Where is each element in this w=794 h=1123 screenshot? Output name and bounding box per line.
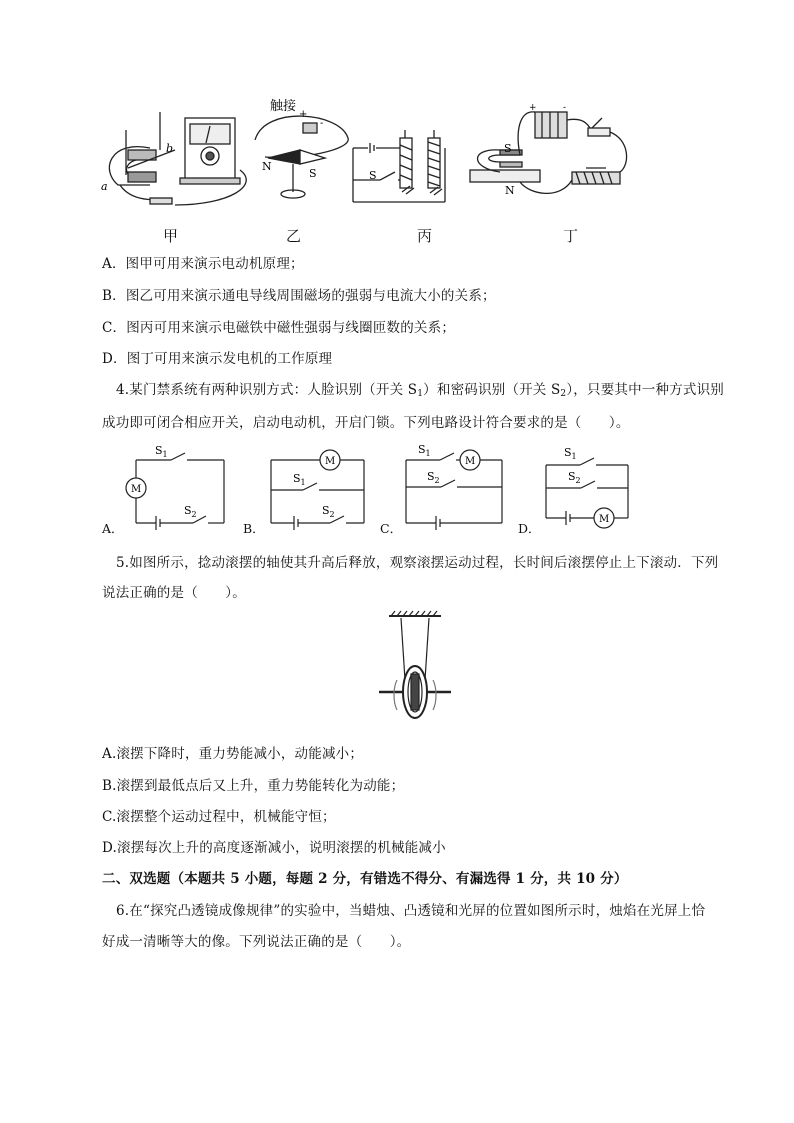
circuit-c-motor: M	[465, 456, 476, 467]
label-s-ding: S	[504, 142, 512, 155]
maxwell-pendulum-figure	[375, 610, 455, 725]
label-touch: 触接	[270, 99, 297, 114]
figure-label-yi: 乙	[286, 227, 302, 245]
label-plus-yi: +	[299, 109, 308, 120]
circuit-a-s2-label: $S_2$	[184, 504, 197, 519]
circuit-d-motor: M	[599, 514, 610, 525]
figure-yi-apparatus	[255, 116, 348, 198]
circuit-a-motor: M	[131, 484, 142, 495]
figure-experiments	[0, 0, 794, 230]
q3-option-d: D．图丁可用来演示发电机的工作原理	[102, 351, 333, 367]
circuit-b	[271, 450, 364, 530]
q3-option-b: B．图乙可用来演示通电导线周围磁场的强弱与电流大小的关系；	[102, 288, 496, 304]
figure-bing-apparatus	[353, 130, 445, 202]
circuit-d-s2-label: $S_2$	[568, 470, 581, 485]
circuit-d	[546, 458, 628, 528]
q5-option-c: C.滚摆整个运动过程中，机械能守恒；	[102, 809, 336, 825]
figure-label-jia: 甲	[163, 227, 179, 245]
q4-option-c-letter: C．	[380, 521, 403, 536]
circuit-b-motor: M	[325, 456, 336, 467]
circuit-c-s1-label: $S_1$	[418, 443, 431, 458]
q3-option-a: A．图甲可用来演示电动机原理；	[102, 256, 304, 272]
q5-option-b: B.滚摆到最低点后又上升，重力势能转化为动能；	[102, 778, 405, 794]
q5-stem-line2: 说法正确的是（ ）。	[102, 585, 246, 601]
q5-option-a: A.滚摆下降时，重力势能减小，动能减小；	[102, 746, 364, 762]
section-2-heading: 二、双选题（本题共 5 小题，每题 2 分，有错选不得分、有漏选得 1 分，共 10 分）	[102, 871, 628, 887]
figure-label-bing: 丙	[417, 227, 433, 245]
q4-option-a-letter: A．	[102, 521, 124, 536]
q5-option-d: D.滚摆每次上升的高度逐渐减小，说明滚摆的机械能减小	[102, 840, 446, 856]
label-minus-yi: -	[320, 118, 324, 129]
label-s-bing: S	[369, 169, 377, 182]
label-plus-ding: +	[529, 103, 537, 113]
q4-option-b-letter: B．	[243, 521, 265, 536]
q6-stem-line2: 好成一清晰等大的像。下列说法正确的是（ ）。	[102, 934, 411, 950]
circuit-d-s1-label: $S_1$	[564, 446, 577, 461]
label-n-ding: N	[505, 184, 515, 197]
q6-stem-line1: 6.在“探究凸透镜成像规律”的实验中，当蜡烛、凸透镜和光屏的位置如图所示时，烛焰在光屏上恰	[116, 903, 706, 919]
q4-option-d-letter: D．	[518, 521, 541, 536]
circuit-b-s2-label: $S_2$	[322, 504, 335, 519]
label-b: b	[166, 142, 174, 155]
q5-stem-line1: 5.如图所示，捻动滚摆的轴使其升高后释放，观察滚摆运动过程，长时间后滚摆停止上下滚动．下列	[116, 555, 719, 571]
circuit-b-s1-label: $S_1$	[293, 472, 306, 487]
q4-stem-line2: 成功即可闭合相应开关，启动电动机，开启门锁。下列电路设计符合要求的是（ ）。	[102, 415, 630, 431]
label-minus-ding: -	[563, 103, 567, 113]
label-a: a	[101, 180, 108, 193]
figure-jia-apparatus	[109, 112, 246, 205]
q3-option-c: C．图丙可用来演示电磁铁中磁性强弱与线圈匝数的关系；	[102, 320, 456, 336]
q4-stem-line1: 4.某门禁系统有两种识别方式：人脸识别（开关 $S_1$）和密码识别（开关 $S_2$），只要其中一种方式识别	[116, 382, 725, 399]
figure-label-ding: 丁	[563, 227, 579, 245]
circuit-a-s1-label: $S_1$	[155, 444, 168, 459]
label-n-yi: N	[262, 160, 272, 173]
label-s-yi: S	[309, 167, 317, 180]
figure-ding-apparatus	[470, 112, 627, 194]
circuit-c-s2-label: $S_2$	[427, 470, 440, 485]
circuit-c	[406, 450, 502, 530]
